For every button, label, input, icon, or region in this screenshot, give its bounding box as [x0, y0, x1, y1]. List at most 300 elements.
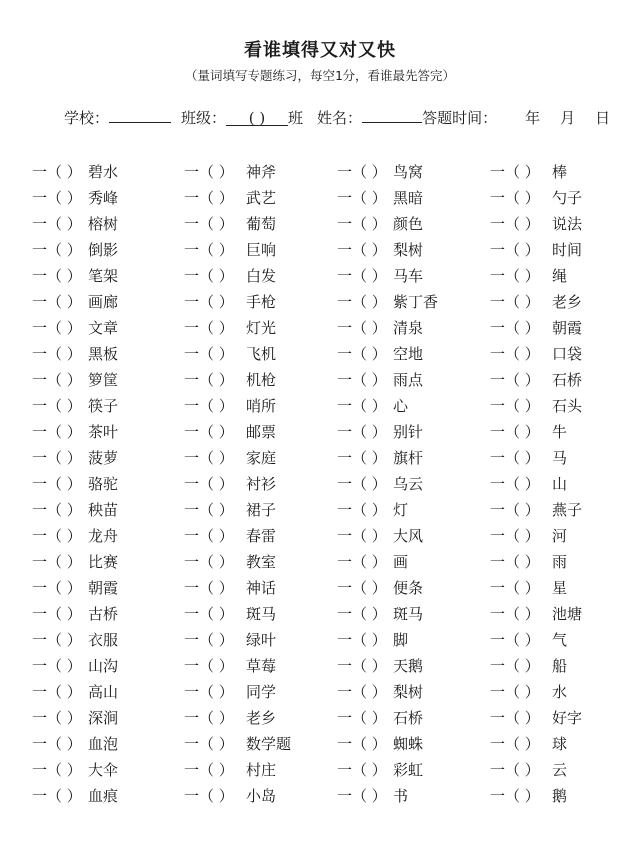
measure-word-blank[interactable]: 一（ ）	[337, 761, 387, 779]
exercise-item[interactable]	[337, 471, 424, 497]
noun-word: 鸟窝	[393, 163, 424, 181]
measure-word-blank[interactable]: 一（ ）	[337, 267, 387, 285]
exercise-item[interactable]	[337, 757, 424, 783]
exercise-item[interactable]	[490, 523, 568, 549]
class-suffix: 班	[288, 109, 304, 127]
noun-word: 倒影	[88, 241, 119, 259]
exercise-item[interactable]	[184, 263, 277, 289]
measure-word-blank[interactable]: 一（ ）	[32, 241, 82, 259]
noun-word: 水	[552, 683, 568, 701]
measure-word-blank[interactable]: 一（ ）	[490, 553, 540, 571]
exercise-item[interactable]	[490, 419, 568, 445]
measure-word-blank[interactable]: 一（ ）	[32, 319, 82, 337]
exercise-item[interactable]	[490, 263, 568, 289]
exercise-item[interactable]	[32, 757, 119, 783]
measure-word-blank[interactable]: 一（ ）	[32, 215, 82, 233]
exercise-item[interactable]	[337, 731, 424, 757]
exercise-item[interactable]	[490, 315, 583, 341]
noun-word: 棒	[552, 163, 568, 181]
noun-word: 老乡	[246, 709, 277, 727]
noun-word: 巨响	[246, 241, 277, 259]
noun-word: 马车	[393, 267, 424, 285]
exercise-item[interactable]	[184, 783, 277, 809]
noun-word: 小岛	[246, 787, 277, 805]
noun-word: 文章	[88, 319, 119, 337]
exercise-item[interactable]	[337, 159, 424, 185]
exercise-item[interactable]	[32, 315, 119, 341]
exercise-item[interactable]	[490, 783, 568, 809]
noun-word: 衬衫	[246, 475, 277, 493]
measure-word-blank[interactable]: 一（ ）	[337, 189, 387, 207]
exercise-item[interactable]	[337, 367, 424, 393]
exercise-item[interactable]	[490, 445, 568, 471]
exercise-item[interactable]	[32, 627, 119, 653]
exercise-item[interactable]	[184, 315, 277, 341]
exercise-item[interactable]	[32, 497, 119, 523]
noun-word: 哨所	[246, 397, 277, 415]
exercise-item[interactable]	[32, 679, 119, 705]
exercise-item[interactable]	[490, 289, 583, 315]
exercise-item[interactable]	[490, 159, 568, 185]
exercise-item[interactable]	[32, 731, 119, 757]
measure-word-blank[interactable]: 一（ ）	[184, 423, 234, 441]
exercise-row	[0, 549, 640, 575]
exercise-row	[0, 237, 640, 263]
measure-word-blank[interactable]: 一（ ）	[490, 449, 540, 467]
exercise-item[interactable]	[184, 445, 277, 471]
measure-word-blank[interactable]: 一（ ）	[32, 605, 82, 623]
exercise-item[interactable]	[490, 185, 583, 211]
exercise-item[interactable]	[32, 159, 119, 185]
exercise-item[interactable]	[337, 601, 424, 627]
measure-word-blank[interactable]: 一（ ）	[32, 683, 82, 701]
month-label: 月	[560, 109, 576, 127]
measure-word-blank[interactable]: 一（ ）	[184, 475, 234, 493]
measure-word-blank[interactable]: 一（ ）	[337, 605, 387, 623]
measure-word-blank[interactable]: 一（ ）	[337, 293, 387, 311]
measure-word-blank[interactable]: 一（ ）	[32, 527, 82, 545]
exercise-item[interactable]	[184, 705, 277, 731]
measure-word-blank[interactable]: 一（ ）	[184, 371, 234, 389]
exercise-item[interactable]	[337, 679, 424, 705]
measure-word-blank[interactable]: 一（ ）	[32, 787, 82, 805]
exercise-item[interactable]	[184, 471, 277, 497]
noun-word: 旗杆	[393, 449, 424, 467]
measure-word-blank[interactable]: 一（ ）	[490, 189, 540, 207]
exercise-item[interactable]	[184, 523, 277, 549]
noun-word: 燕子	[552, 501, 583, 519]
measure-word-blank[interactable]: 一（ ）	[337, 657, 387, 675]
exercise-item[interactable]	[32, 393, 119, 419]
measure-word-blank[interactable]: 一（ ）	[337, 475, 387, 493]
exercise-item[interactable]	[337, 393, 409, 419]
noun-word: 绳	[552, 267, 568, 285]
exercise-item[interactable]	[32, 705, 119, 731]
measure-word-blank[interactable]: 一（ ）	[184, 501, 234, 519]
exercise-item[interactable]	[337, 705, 424, 731]
measure-word-blank[interactable]: 一（ ）	[184, 163, 234, 181]
noun-word: 机枪	[246, 371, 277, 389]
exercise-item[interactable]	[32, 523, 119, 549]
measure-word-blank[interactable]: 一（ ）	[337, 631, 387, 649]
measure-word-blank[interactable]: 一（ ）	[184, 579, 234, 597]
measure-word-blank[interactable]: 一（ ）	[337, 371, 387, 389]
exercise-item[interactable]	[337, 289, 439, 315]
noun-word: 秀峰	[88, 189, 119, 207]
exercise-item[interactable]	[490, 653, 568, 679]
exercise-item[interactable]	[184, 419, 277, 445]
noun-word: 别针	[393, 423, 424, 441]
measure-word-blank[interactable]: 一（ ）	[32, 501, 82, 519]
noun-word: 灯光	[246, 319, 277, 337]
measure-word-blank[interactable]: 一（ ）	[32, 735, 82, 753]
noun-word: 秧苗	[88, 501, 119, 519]
noun-word: 河	[552, 527, 568, 545]
noun-word: 池塘	[552, 605, 583, 623]
exercise-item[interactable]	[184, 497, 277, 523]
student-info-line	[64, 106, 610, 128]
noun-word: 比赛	[88, 553, 119, 571]
noun-word: 勺子	[552, 189, 583, 207]
noun-word: 黑暗	[393, 189, 424, 207]
measure-word-blank[interactable]: 一（ ）	[184, 683, 234, 701]
noun-word: 老乡	[552, 293, 583, 311]
noun-word: 神斧	[246, 163, 277, 181]
exercise-row	[0, 601, 640, 627]
measure-word-blank[interactable]: 一（ ）	[184, 293, 234, 311]
noun-word: 清泉	[393, 319, 424, 337]
measure-word-blank[interactable]: 一（ ）	[32, 163, 82, 181]
class-paren: ( )	[248, 109, 266, 127]
exercise-item[interactable]	[337, 419, 424, 445]
measure-word-blank[interactable]: 一（ ）	[184, 267, 234, 285]
exercise-row	[0, 263, 640, 289]
measure-word-blank[interactable]: 一（ ）	[337, 527, 387, 545]
measure-word-blank[interactable]: 一（ ）	[32, 449, 82, 467]
measure-word-blank[interactable]: 一（ ）	[490, 241, 540, 259]
name-blank[interactable]	[362, 106, 422, 123]
measure-word-blank[interactable]: 一（ ）	[490, 319, 540, 337]
measure-word-blank[interactable]: 一（ ）	[337, 683, 387, 701]
noun-word: 梨树	[393, 241, 424, 259]
measure-word-blank[interactable]: 一（ ）	[337, 579, 387, 597]
exercise-row	[0, 575, 640, 601]
measure-word-blank[interactable]: 一（ ）	[32, 761, 82, 779]
exercise-item[interactable]	[184, 211, 277, 237]
noun-word: 斑马	[393, 605, 424, 623]
exercise-item[interactable]	[32, 419, 119, 445]
measure-word-blank[interactable]: 一（ ）	[490, 345, 540, 363]
exercise-item[interactable]	[337, 497, 409, 523]
exercise-item[interactable]	[184, 575, 277, 601]
noun-word: 筷子	[88, 397, 119, 415]
exercise-item[interactable]	[32, 367, 119, 393]
noun-word: 白发	[246, 267, 277, 285]
noun-word: 灯	[393, 501, 409, 519]
measure-word-blank[interactable]: 一（ ）	[32, 397, 82, 415]
noun-word: 朝霞	[88, 579, 119, 597]
measure-word-blank[interactable]: 一（ ）	[490, 527, 540, 545]
exercise-item[interactable]	[490, 367, 583, 393]
measure-word-blank[interactable]: 一（ ）	[32, 189, 82, 207]
noun-word: 数学题	[246, 735, 292, 753]
noun-word: 颜色	[393, 215, 424, 233]
noun-word: 马	[552, 449, 568, 467]
exercise-item[interactable]	[490, 341, 583, 367]
exercise-row	[0, 471, 640, 497]
exercise-item[interactable]	[490, 705, 583, 731]
measure-word-blank[interactable]: 一（ ）	[490, 605, 540, 623]
noun-word: 黑板	[88, 345, 119, 363]
exercise-item[interactable]	[337, 627, 409, 653]
school-label: 学校：	[64, 109, 110, 127]
measure-word-blank[interactable]: 一（ ）	[184, 527, 234, 545]
measure-word-blank[interactable]: 一（ ）	[184, 449, 234, 467]
measure-word-blank[interactable]: 一（ ）	[184, 397, 234, 415]
measure-word-blank[interactable]: 一（ ）	[337, 397, 387, 415]
exercise-item[interactable]	[184, 601, 277, 627]
measure-word-blank[interactable]: 一（ ）	[184, 553, 234, 571]
noun-word: 石头	[552, 397, 583, 415]
exercise-item[interactable]	[337, 549, 409, 575]
noun-word: 时间	[552, 241, 583, 259]
measure-word-blank[interactable]: 一（ ）	[337, 501, 387, 519]
measure-word-blank[interactable]: 一（ ）	[490, 631, 540, 649]
exercise-item[interactable]	[490, 211, 583, 237]
noun-word: 紫丁香	[393, 293, 439, 311]
measure-word-blank[interactable]: 一（ ）	[490, 501, 540, 519]
page-title: 看谁填得又对又快	[244, 40, 396, 61]
exercise-item[interactable]	[490, 237, 583, 263]
noun-word: 碧水	[88, 163, 119, 181]
noun-word: 箩筐	[88, 371, 119, 389]
measure-word-blank[interactable]: 一（ ）	[490, 761, 540, 779]
day-label: 日	[595, 109, 611, 127]
exercise-item[interactable]	[184, 289, 277, 315]
exercise-item[interactable]	[184, 653, 277, 679]
exercise-item[interactable]	[337, 211, 424, 237]
measure-word-blank[interactable]: 一（ ）	[490, 215, 540, 233]
noun-word: 深涧	[88, 709, 119, 727]
exercise-item[interactable]	[184, 367, 277, 393]
measure-word-blank[interactable]: 一（ ）	[337, 709, 387, 727]
measure-word-blank[interactable]: 一（ ）	[490, 163, 540, 181]
measure-word-blank[interactable]: 一（ ）	[32, 345, 82, 363]
exercise-item[interactable]	[337, 315, 424, 341]
exercise-item[interactable]	[184, 731, 292, 757]
exercise-item[interactable]	[32, 783, 119, 809]
measure-word-blank[interactable]: 一（ ）	[490, 683, 540, 701]
measure-word-blank[interactable]: 一（ ）	[32, 709, 82, 727]
exercise-item[interactable]	[490, 575, 568, 601]
noun-word: 春雷	[246, 527, 277, 545]
exercise-item[interactable]	[490, 627, 568, 653]
school-blank[interactable]	[109, 106, 171, 123]
exercise-item[interactable]	[490, 471, 568, 497]
noun-word: 山沟	[88, 657, 119, 675]
measure-word-blank[interactable]: 一（ ）	[337, 319, 387, 337]
measure-word-blank[interactable]: 一（ ）	[32, 657, 82, 675]
noun-word: 蜘蛛	[393, 735, 424, 753]
noun-word: 画廊	[88, 293, 119, 311]
measure-word-blank[interactable]: 一（ ）	[490, 423, 540, 441]
exercise-item[interactable]	[337, 341, 424, 367]
noun-word: 石桥	[552, 371, 583, 389]
exercise-item[interactable]	[184, 627, 277, 653]
measure-word-blank[interactable]: 一（ ）	[337, 735, 387, 753]
measure-word-blank[interactable]: 一（ ）	[337, 787, 387, 805]
exercise-item[interactable]	[184, 549, 277, 575]
exercise-item[interactable]	[32, 263, 119, 289]
measure-word-blank[interactable]: 一（ ）	[490, 709, 540, 727]
noun-word: 龙舟	[88, 527, 119, 545]
measure-word-blank[interactable]: 一（ ）	[490, 657, 540, 675]
noun-word: 邮票	[246, 423, 277, 441]
measure-word-blank[interactable]: 一（ ）	[184, 787, 234, 805]
noun-word: 书	[393, 787, 409, 805]
measure-word-blank[interactable]: 一（ ）	[490, 267, 540, 285]
measure-word-blank[interactable]: 一（ ）	[337, 449, 387, 467]
measure-word-blank[interactable]: 一（ ）	[490, 787, 540, 805]
exercise-row	[0, 367, 640, 393]
exercise-row	[0, 523, 640, 549]
exercise-row	[0, 757, 640, 783]
exercise-row	[0, 393, 640, 419]
exercise-row	[0, 341, 640, 367]
measure-word-blank[interactable]: 一（ ）	[32, 423, 82, 441]
measure-word-blank[interactable]: 一（ ）	[490, 293, 540, 311]
exercise-item[interactable]	[32, 289, 119, 315]
exercise-item[interactable]	[490, 393, 583, 419]
noun-word: 牛	[552, 423, 568, 441]
measure-word-blank[interactable]: 一（ ）	[490, 371, 540, 389]
exercise-item[interactable]	[32, 575, 119, 601]
measure-word-blank[interactable]: 一（ ）	[337, 241, 387, 259]
year-label: 年	[525, 109, 541, 127]
measure-word-blank[interactable]: 一（ ）	[32, 293, 82, 311]
measure-word-blank[interactable]: 一（ ）	[184, 761, 234, 779]
exercise-item[interactable]	[490, 601, 583, 627]
name-label: 姓名：	[317, 109, 363, 127]
measure-word-blank[interactable]: 一（ ）	[337, 553, 387, 571]
exercise-item[interactable]	[337, 263, 424, 289]
noun-word: 同学	[246, 683, 277, 701]
exercise-item[interactable]	[490, 679, 568, 705]
exercise-item[interactable]	[337, 445, 424, 471]
exercise-item[interactable]	[337, 653, 424, 679]
exercise-item[interactable]	[490, 757, 568, 783]
measure-word-blank[interactable]: 一（ ）	[184, 709, 234, 727]
noun-word: 星	[552, 579, 568, 597]
measure-word-blank[interactable]: 一（ ）	[184, 319, 234, 337]
measure-word-blank[interactable]: 一（ ）	[490, 475, 540, 493]
measure-word-blank[interactable]: 一（ ）	[184, 735, 234, 753]
exercise-item[interactable]	[32, 445, 119, 471]
exercise-item[interactable]	[32, 601, 119, 627]
measure-word-blank[interactable]: 一（ ）	[32, 267, 82, 285]
noun-word: 梨树	[393, 683, 424, 701]
exercise-item[interactable]	[337, 185, 424, 211]
measure-word-blank[interactable]: 一（ ）	[32, 579, 82, 597]
noun-word: 手枪	[246, 293, 277, 311]
measure-word-blank[interactable]: 一（ ）	[490, 397, 540, 415]
exercise-row	[0, 445, 640, 471]
exercise-row	[0, 419, 640, 445]
noun-word: 草莓	[246, 657, 277, 675]
exercise-item[interactable]	[184, 237, 277, 263]
measure-word-blank[interactable]: 一（ ）	[184, 189, 234, 207]
exercise-item[interactable]	[184, 341, 277, 367]
exercise-item[interactable]	[490, 731, 568, 757]
exercise-item[interactable]	[184, 679, 277, 705]
noun-word: 家庭	[246, 449, 277, 467]
exercise-item[interactable]	[337, 783, 409, 809]
noun-word: 空地	[393, 345, 424, 363]
exercise-item[interactable]	[490, 549, 568, 575]
noun-word: 笔架	[88, 267, 119, 285]
noun-word: 血泡	[88, 735, 119, 753]
measure-word-blank[interactable]: 一（ ）	[184, 241, 234, 259]
exercise-row	[0, 315, 640, 341]
exercise-item[interactable]	[32, 211, 119, 237]
noun-word: 雨点	[393, 371, 424, 389]
exercise-row	[0, 185, 640, 211]
exercise-item[interactable]	[32, 471, 119, 497]
exercise-row	[0, 211, 640, 237]
exercise-item[interactable]	[32, 549, 119, 575]
noun-word: 大伞	[88, 761, 119, 779]
measure-word-blank[interactable]: 一（ ）	[32, 475, 82, 493]
noun-word: 石桥	[393, 709, 424, 727]
measure-word-blank[interactable]: 一（ ）	[32, 553, 82, 571]
measure-word-blank[interactable]: 一（ ）	[32, 631, 82, 649]
noun-word: 气	[552, 631, 568, 649]
exercise-item[interactable]	[337, 237, 424, 263]
measure-word-blank[interactable]: 一（ ）	[337, 215, 387, 233]
measure-word-blank[interactable]: 一（ ）	[337, 345, 387, 363]
exercise-item[interactable]	[490, 497, 583, 523]
measure-word-blank[interactable]: 一（ ）	[184, 631, 234, 649]
measure-word-blank[interactable]: 一（ ）	[337, 163, 387, 181]
class-blank[interactable]	[226, 109, 288, 126]
noun-word: 葡萄	[246, 215, 277, 233]
exercise-item[interactable]	[32, 341, 119, 367]
noun-word: 古桥	[88, 605, 119, 623]
noun-word: 好字	[552, 709, 583, 727]
measure-word-blank[interactable]: 一（ ）	[32, 371, 82, 389]
exercise-item[interactable]	[184, 159, 277, 185]
exercise-item[interactable]	[32, 653, 119, 679]
page-subtitle: （量词填写专题练习，每空1分，看谁最先答完）	[184, 68, 456, 83]
measure-word-blank[interactable]: 一（ ）	[337, 423, 387, 441]
exercise-item[interactable]	[184, 757, 277, 783]
exercise-item[interactable]	[337, 575, 424, 601]
measure-word-blank[interactable]: 一（ ）	[490, 735, 540, 753]
measure-word-blank[interactable]: 一（ ）	[184, 345, 234, 363]
measure-word-blank[interactable]: 一（ ）	[490, 579, 540, 597]
exercise-item[interactable]	[337, 523, 424, 549]
measure-word-blank[interactable]: 一（ ）	[184, 605, 234, 623]
exercise-item[interactable]	[184, 185, 277, 211]
exercise-row	[0, 705, 640, 731]
exercise-row	[0, 731, 640, 757]
exercise-item[interactable]	[32, 237, 119, 263]
measure-word-blank[interactable]: 一（ ）	[184, 215, 234, 233]
measure-word-blank[interactable]: 一（ ）	[184, 657, 234, 675]
exercise-item[interactable]	[184, 393, 277, 419]
exercise-item[interactable]	[32, 185, 119, 211]
exercise-row	[0, 159, 640, 185]
